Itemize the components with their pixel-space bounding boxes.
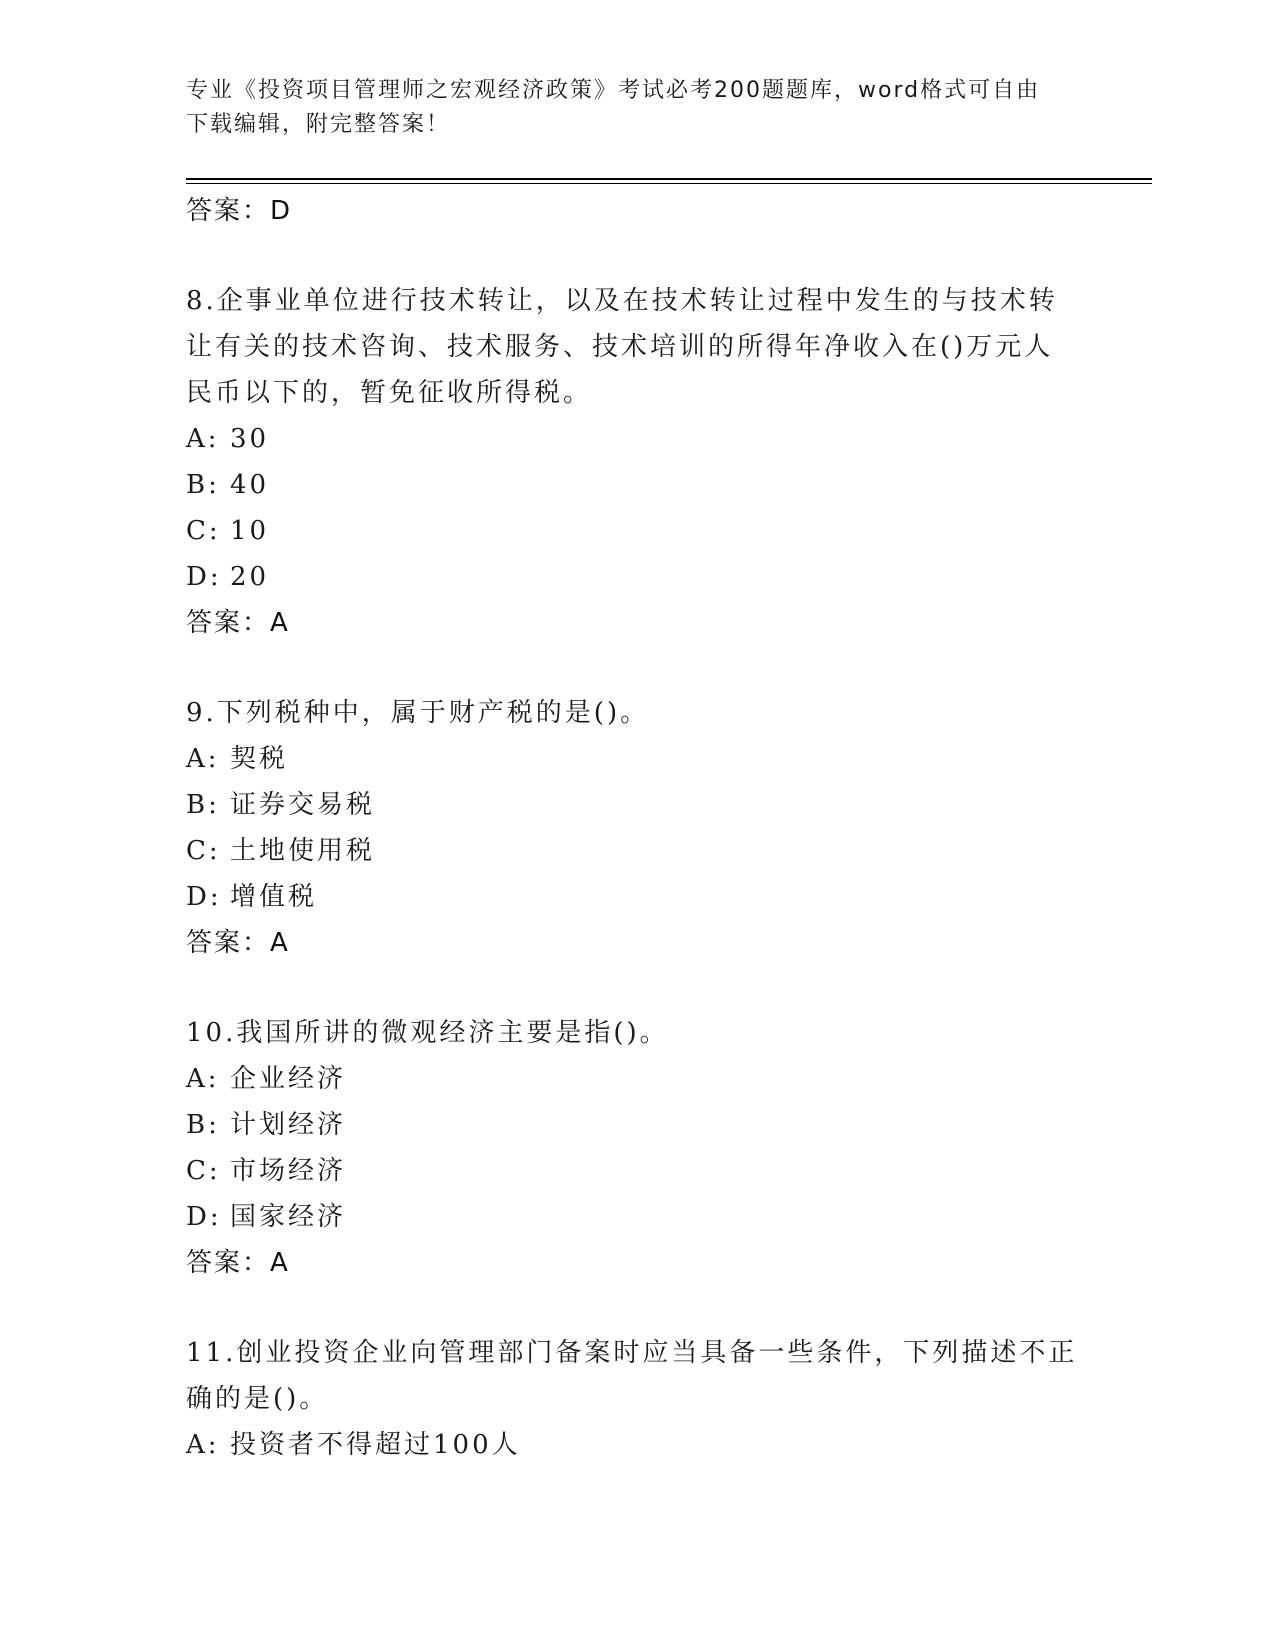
option-letter: D: bbox=[186, 562, 222, 592]
option-text: 契税 bbox=[230, 744, 289, 774]
question-text bbox=[186, 1010, 1086, 1056]
header-rule-thin bbox=[186, 183, 1152, 184]
option-text: 增值税 bbox=[230, 882, 318, 912]
header-rule-thick bbox=[186, 178, 1152, 180]
question-10 bbox=[186, 1010, 1086, 1286]
question-line: 让有关的技术咨询、技术服务、技术培训的所得年净收入在()万元人 bbox=[186, 332, 1054, 362]
option-letter: A: bbox=[186, 1430, 220, 1460]
option-text: 企业经济 bbox=[230, 1064, 347, 1094]
option-a bbox=[186, 736, 1086, 782]
document-body bbox=[186, 188, 1086, 1468]
question-line: 9.下列税种中，属于财产税的是()。 bbox=[186, 698, 650, 728]
option-text: 土地使用税 bbox=[230, 836, 376, 866]
question-11 bbox=[186, 1330, 1086, 1468]
question-text bbox=[186, 1330, 1086, 1422]
option-b bbox=[186, 1102, 1086, 1148]
option-b bbox=[186, 782, 1086, 828]
previous-answer: 答案：D bbox=[186, 196, 293, 226]
option-letter: B: bbox=[186, 790, 220, 820]
option-letter: A: bbox=[186, 424, 220, 454]
header-line-1: 专业《投资项目管理师之宏观经济政策》考试必考200题题库，word格式可自由 bbox=[186, 78, 1041, 103]
question-line: 8.企事业单位进行技术转让，以及在技术转让过程中发生的与技术转 bbox=[186, 286, 1058, 316]
option-letter: C: bbox=[186, 516, 221, 546]
option-letter: D: bbox=[186, 1202, 222, 1232]
option-letter: C: bbox=[186, 836, 221, 866]
question-line: 民币以下的，暂免征收所得税。 bbox=[186, 378, 593, 408]
option-d bbox=[186, 1194, 1086, 1240]
option-a bbox=[186, 1056, 1086, 1102]
answer-label: 答案：A bbox=[186, 608, 290, 638]
option-c bbox=[186, 1148, 1086, 1194]
option-text: 投资者不得超过100人 bbox=[230, 1430, 521, 1460]
question-8 bbox=[186, 278, 1086, 646]
option-a bbox=[186, 1422, 1086, 1468]
option-d bbox=[186, 554, 1086, 600]
option-text: 40 bbox=[230, 470, 270, 500]
option-text: 30 bbox=[230, 424, 270, 454]
question-line: 确的是()。 bbox=[186, 1384, 329, 1414]
option-letter: B: bbox=[186, 470, 220, 500]
option-text: 10 bbox=[230, 516, 270, 546]
option-b bbox=[186, 462, 1086, 508]
option-letter: A: bbox=[186, 1064, 220, 1094]
option-text: 国家经济 bbox=[230, 1202, 347, 1232]
option-text: 市场经济 bbox=[230, 1156, 347, 1186]
option-letter: D: bbox=[186, 882, 222, 912]
question-text bbox=[186, 278, 1086, 416]
document-header bbox=[186, 74, 1066, 142]
option-letter: A: bbox=[186, 744, 220, 774]
question-text bbox=[186, 690, 1086, 736]
option-c bbox=[186, 828, 1086, 874]
option-letter: C: bbox=[186, 1156, 221, 1186]
option-c bbox=[186, 508, 1086, 554]
option-letter: B: bbox=[186, 1110, 220, 1140]
option-a bbox=[186, 416, 1086, 462]
option-text: 20 bbox=[230, 562, 270, 592]
option-text: 证券交易税 bbox=[230, 790, 376, 820]
answer-label: 答案：A bbox=[186, 1248, 290, 1278]
option-text: 计划经济 bbox=[230, 1110, 347, 1140]
option-d bbox=[186, 874, 1086, 920]
header-line-2: 下载编辑，附完整答案！ bbox=[186, 112, 451, 137]
question-line: 11.创业投资企业向管理部门备案时应当具备一些条件，下列描述不正 bbox=[186, 1338, 1078, 1368]
question-line: 10.我国所讲的微观经济主要是指()。 bbox=[186, 1018, 669, 1048]
answer-label: 答案：A bbox=[186, 928, 290, 958]
question-9 bbox=[186, 690, 1086, 966]
